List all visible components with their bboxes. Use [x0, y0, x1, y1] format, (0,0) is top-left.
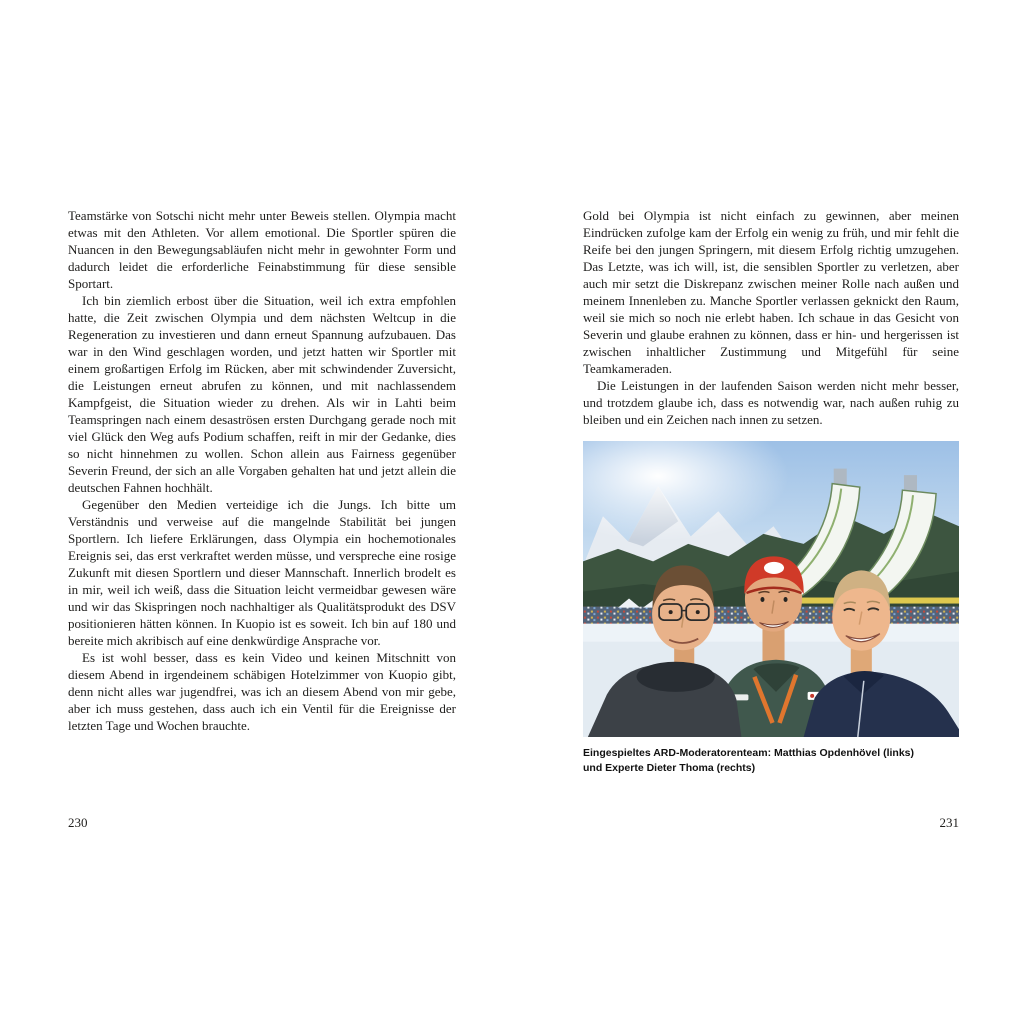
left-page-text: [68, 207, 456, 734]
body-paragraph: Gegenüber den Medien verteidige ich die Jungs. Ich bitte um Verständnis und verweise auf die mangelnde Stabilität bei jungen Sportlern. Ich liefere Erklärungen, dass Olympia ein hochemotionales Ereignis sei, das erst verkraftet werden müsse, und verspreche eine rosige Zukunft mit diesen Sportlern und dieser Mannschaft. Innerlich brodelt es in mir, weil ich weiß, dass die Situation leicht vermeidbar gewesen wäre und wir das Skispringen noch nachhaltiger als Qualitätsprodukt des DSV positionieren hätten können. In Kuopio ist es soweit. Ich bin auf 180 und bereite mich akribisch auf eine denkwürdige Ansprache vor.: [68, 497, 456, 648]
right-page-text: [583, 207, 959, 776]
photo-caption-line-2: und Experte Dieter Thoma (rechts): [583, 762, 756, 774]
page-number-right: 231: [939, 815, 959, 830]
photo-figure: [583, 441, 959, 776]
body-paragraph: Ich bin ziemlich erbost über die Situation, weil ich extra empfohlen hatte, die Zeit zwischen Olympia und dem nächsten Weltcup in die Regeneration zu investieren und dann erneut Spannung aufzubauen. Das war in den Wind geschlagen worden, und jetzt hatten wir Sportler mit einem großartigen Erfolg im Rücken, aber mit schwindender Zuversicht, die Leistungen erneut abrufen zu können, und mit nachlassendem Kampfgeist, die Situation wieder zu drehen. Als wir in Lahti beim Teamspringen nach einem desaströsen ersten Durchgang gerade noch mit viel Glück den Weg aufs Podium schaffen, reift in mir der Gedanke, dies so nicht hinnehmen zu wollen. Schon allein aus Fairness gegenüber Severin Freund, der sich an alle Vorgaben gehalten hat und jetzt allein die deutschen Fahnen hochhält.: [68, 293, 456, 495]
page-number-left: 230: [68, 815, 88, 830]
body-paragraph: Teamstärke von Sotschi nicht mehr unter Beweis stellen. Olympia macht etwas mit den Athleten. Vor allem emotional. Die Sportler spüren die Nuancen in den Bewegungsabläufen nicht mehr in gewohnter Form und dadurch leidet die erforderliche Feinabstimmung für diese sensible Sportart.: [68, 208, 456, 291]
body-paragraph: Es ist wohl besser, dass es kein Video und keinen Mitschnitt von diesem Abend in irgendeinem schäbigen Hotelzimmer von Kuopio gibt, denn nicht alles war jugendfrei, was ich an diesem Abend von mir gebe, aber ich muss gestehen, dass auch ich ein Ventil für die Ereignisse der letzten Tage und Wochen brauchte.: [68, 650, 456, 733]
photo-selfie-ski-jump: [583, 441, 959, 737]
photo-caption: [583, 746, 959, 776]
photo-caption-line-1: Eingespieltes ARD-Moderatorenteam: Matthias Opdenhövel (links): [583, 747, 914, 759]
photo-illustration: [583, 441, 959, 737]
body-paragraph: Die Leistungen in der laufenden Saison werden nicht mehr besser, und trotzdem glaube ich, dass es notwendig war, nach außen ruhig zu bleiben und ein Zeichen nach innen zu setzen.: [583, 378, 959, 427]
body-paragraph: Gold bei Olympia ist nicht einfach zu gewinnen, aber meinen Eindrücken zufolge kam der Erfolg ein wenig zu früh, und mir fehlt die Reife bei den jungen Springern, mit diesem Erfolg richtig umzugehen. Das Letzte, was ich will, ist, die sensiblen Sportler zu verletzen, aber auch mir setzt die Diskrepanz zwischen meiner Rolle nach außen und meinem Innenleben zu. Manche Sportler verlassen geknickt den Raum, weil sie mich so noch nie erlebt haben. Ich schaue in das Gesicht von Severin und glaube erahnen zu können, dass er hin- und hergerissen ist zwischen inhaltlicher Zustimmung und Mitgefühl für seine Teamkameraden.: [583, 208, 959, 376]
